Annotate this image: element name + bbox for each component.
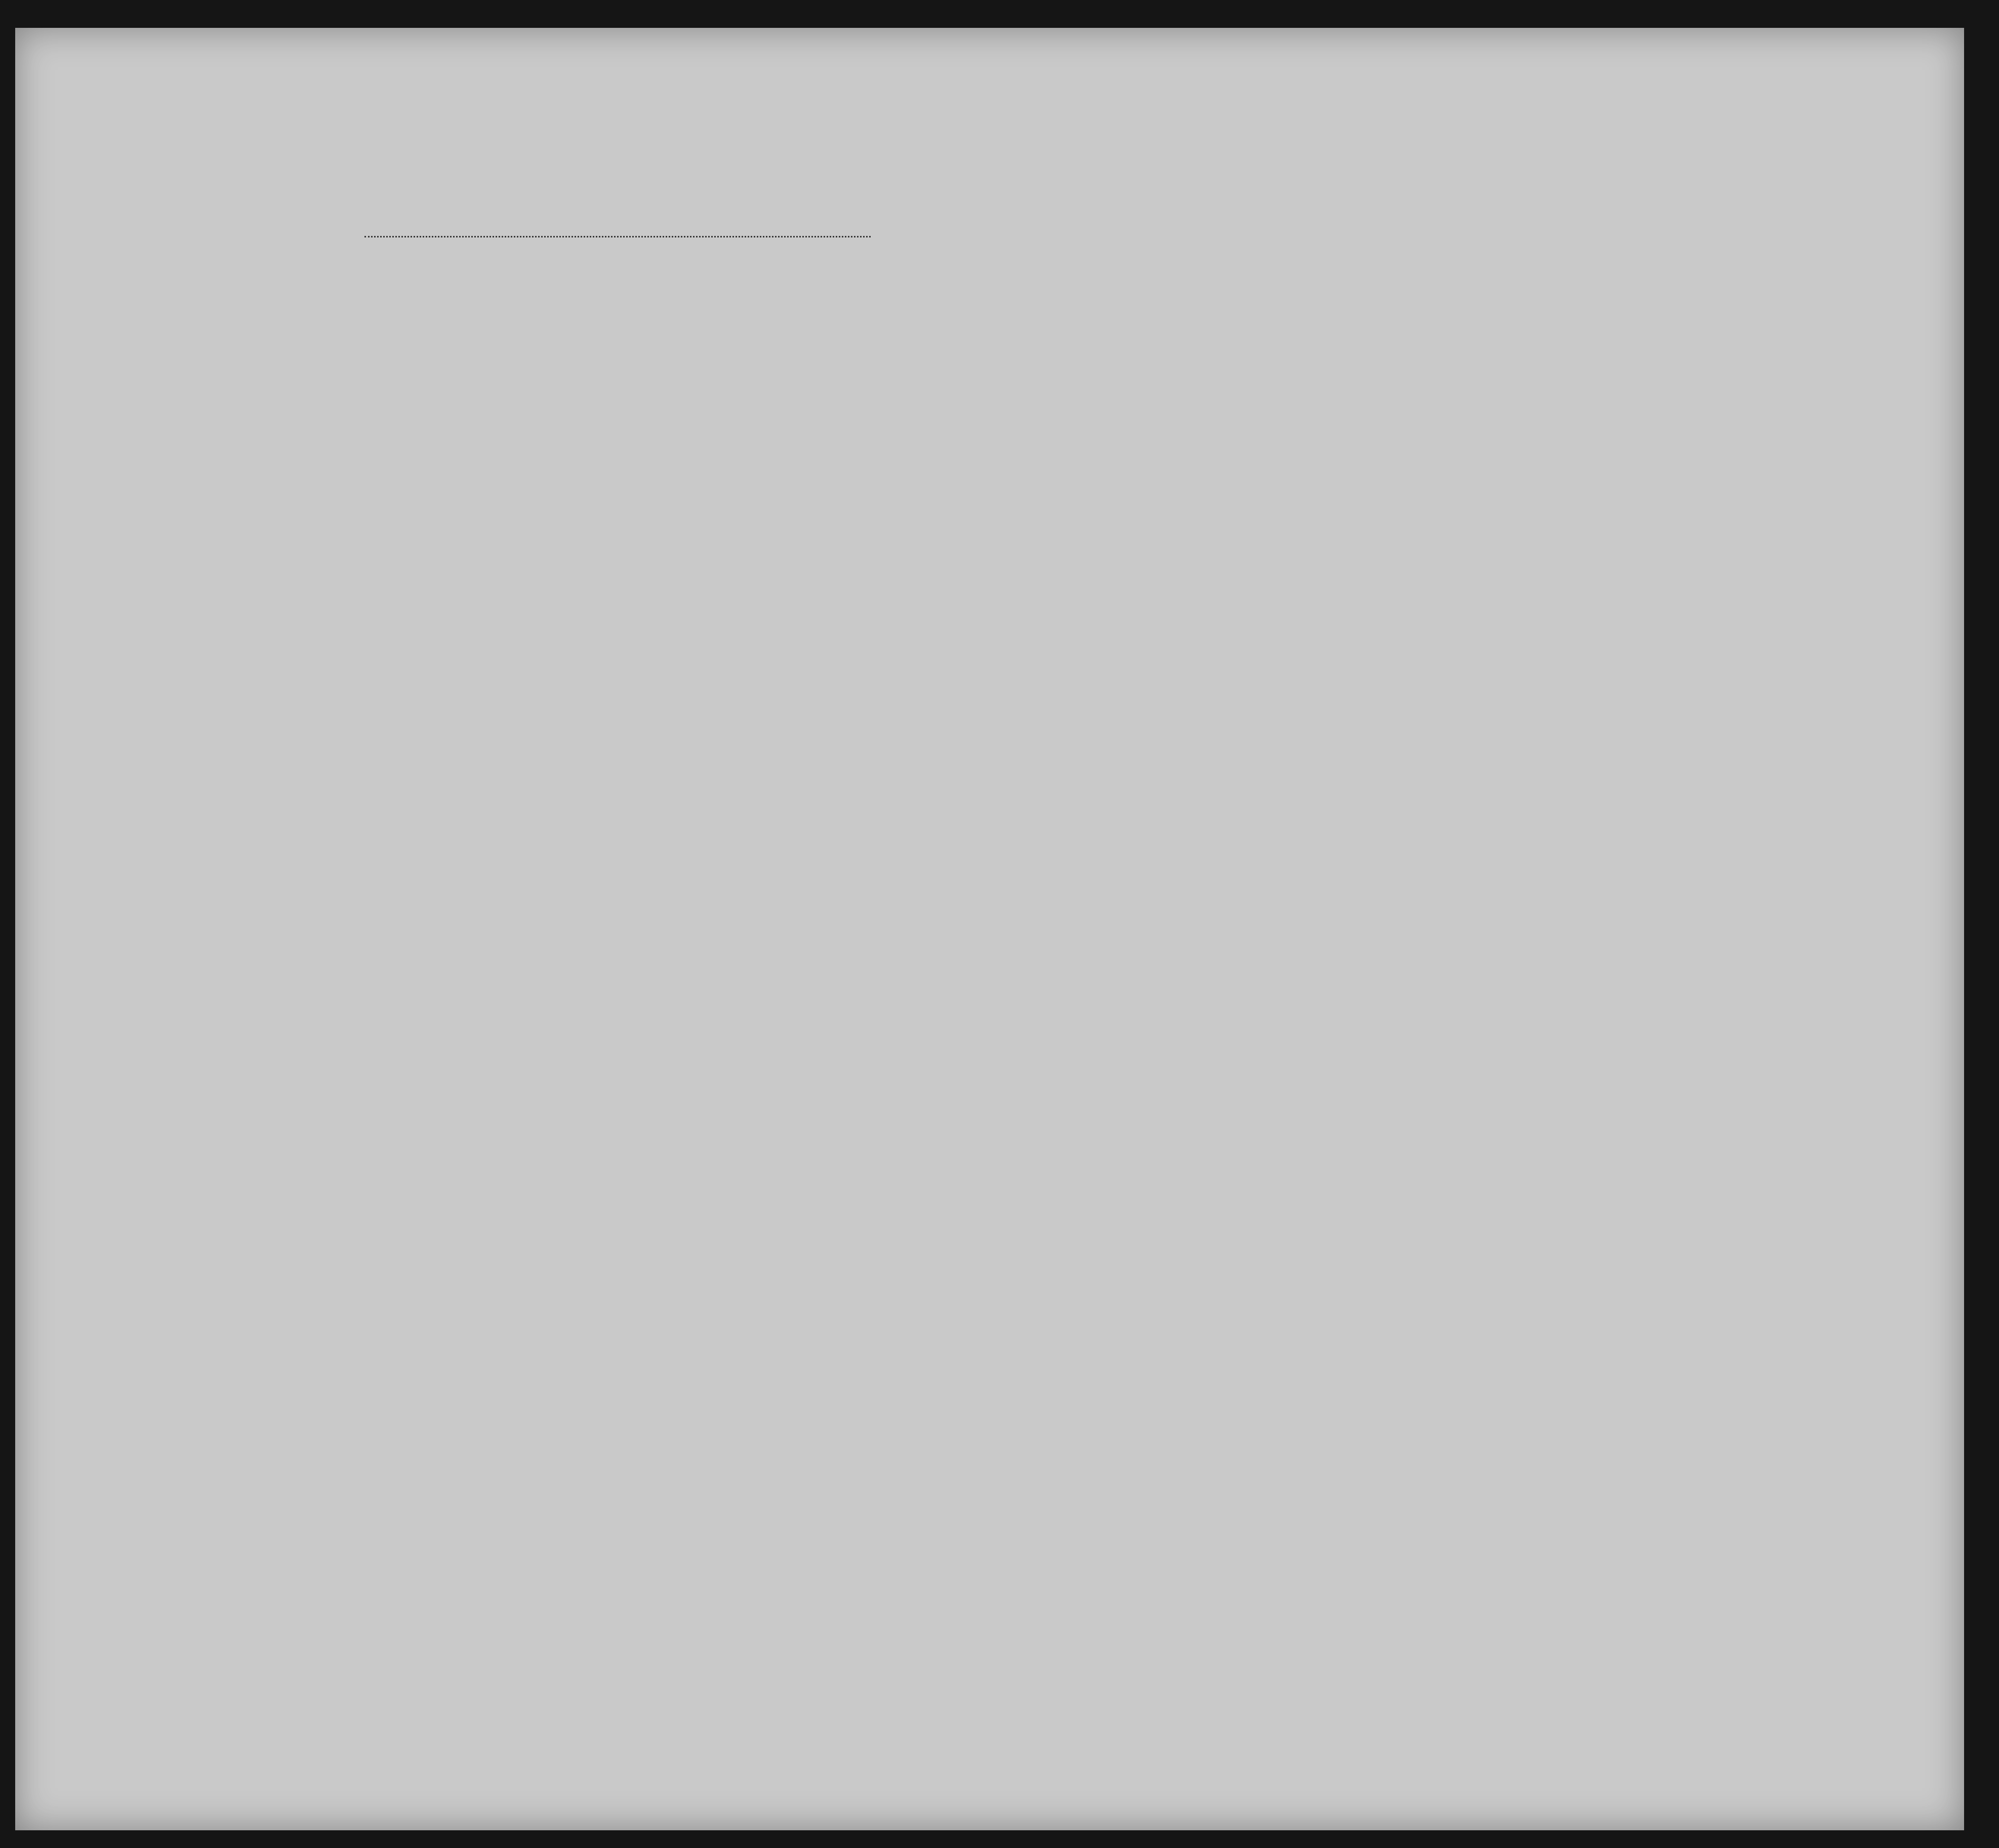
col26-header (1320, 294, 1335, 425)
col19-header (617, 304, 632, 425)
col27-header (1344, 294, 1359, 425)
col30-header (1463, 294, 1488, 425)
col25-header (1283, 294, 1309, 425)
col24a-header (1125, 304, 1155, 425)
col24c-header (1238, 304, 1258, 425)
col28-header (1369, 294, 1410, 425)
col33-feet (1644, 385, 1659, 425)
col21-header (730, 304, 746, 425)
col24b-header (1159, 304, 1185, 425)
col29-header (1417, 294, 1453, 425)
col33-inches (1668, 385, 1683, 425)
